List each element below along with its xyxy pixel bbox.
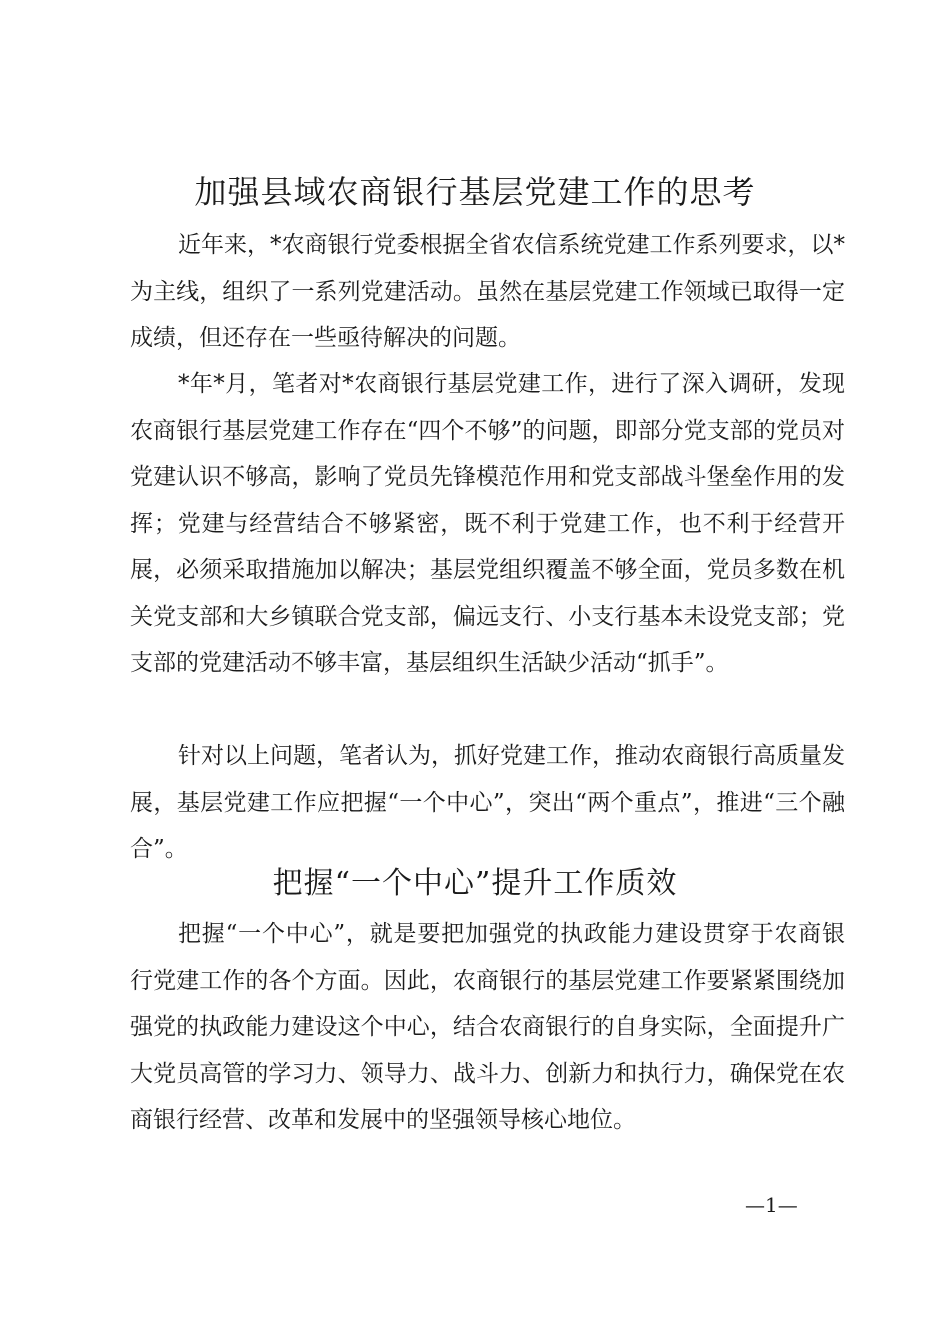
- paragraph-approach: 针对以上问题，笔者认为，抓好党建工作，推动农商银行高质量发展，基层党建工作应把握“一个中心”，突出“两个重点”，推进“三个融合”。: [130, 743, 845, 862]
- paragraph-section-body: 把握“一个中心”，就是要把加强党的执政能力建设贯穿于农商银行党建工作的各个方面。因此，农商银行的基层党建工作要紧紧围绕加强党的执政能力建设这个中心，结合农商银行的自身实际，全面提升广大党员高管的学习力、领导力、战斗力、创新力和执行力，确保党在农商银行经营、改革和发展中的坚强领导核心地位。: [130, 921, 845, 1133]
- document-title: 加强县域农商银行基层党建工作的思考: [194, 173, 756, 211]
- section-heading: 把握“一个中心”提升工作质效: [272, 866, 678, 901]
- page-number: —1—: [745, 1193, 798, 1217]
- paragraph-intro: 近年来，*农商银行党委根据全省农信系统党建工作系列要求，以*为主线，组织了一系列党建活动。虽然在基层党建工作领域已取得一定成绩，但还存在一些亟待解决的问题。: [130, 232, 845, 351]
- paragraph-findings: *年*月，笔者对*农商银行基层党建工作，进行了深入调研，发现农商银行基层党建工作存在“四个不够”的问题，即部分党支部的党员对党建认识不够高，影响了党员先锋模范作用和党支部战斗堡垒作用的发挥；党建与经营结合不够紧密，既不利于党建工作，也不利于经营开展，必须采取措施加以解决；基层党组织覆盖不够全面，党员多数在机关党支部和大乡镇联合党支部，偏远支行、小支行基本未设党支部；党支部的党建活动不够丰富，基层组织生活缺少活动“抓手”。: [130, 371, 845, 676]
